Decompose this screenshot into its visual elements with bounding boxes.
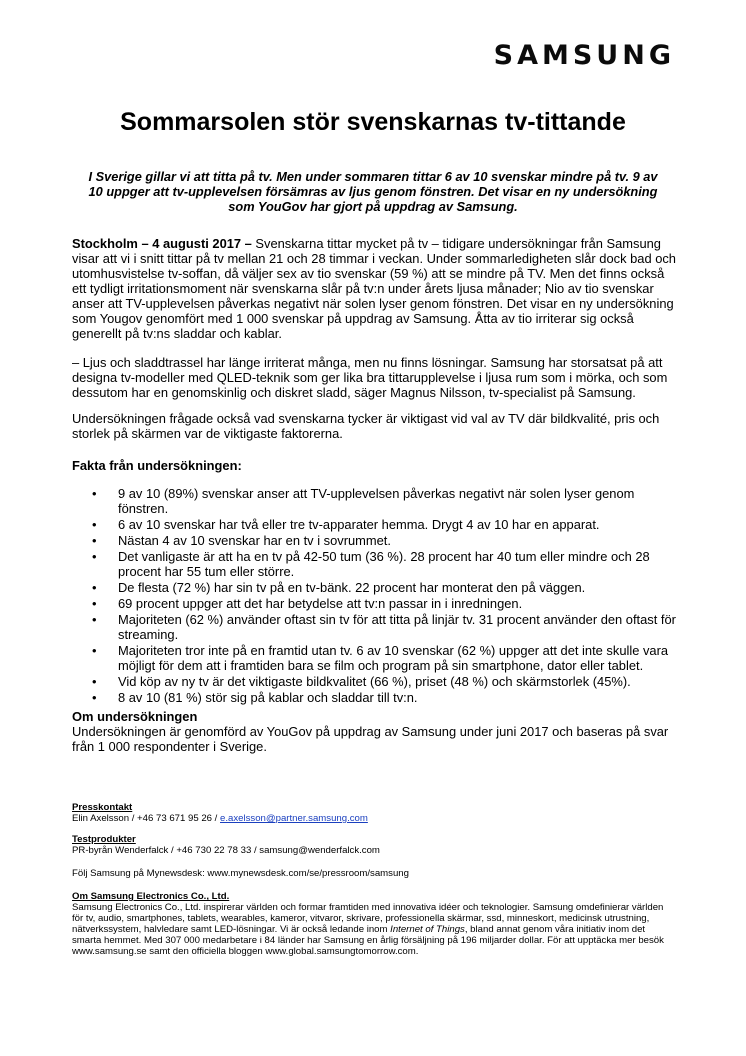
list-item: • 9 av 10 (89%) svenskar anser att TV-upplevelsen påverkas negativt när solen lyser genom fönstren. [92, 486, 635, 516]
bullet-icon: • [92, 596, 97, 611]
facts-list [72, 486, 680, 706]
intro-paragraph [72, 236, 680, 341]
page-title: Sommarsolen stör svenskarnas tv-tittande [120, 108, 626, 136]
list-item: • Nästan 4 av 10 svenskar har en tv i sovrummet. [92, 533, 391, 548]
samsung-logo: SAMSUNG [493, 40, 675, 71]
list-item: • De flesta (72 %) har sin tv på en tv-bänk. 22 procent har monterat den på väggen. [92, 580, 586, 595]
test-products-heading: Testprodukter [72, 834, 136, 845]
facts-heading: Fakta från undersökningen: [72, 458, 242, 473]
follow-line: Följ Samsung på Mynewsdesk: www.mynewsdesk.com/se/pressroom/samsung [72, 868, 409, 879]
dateline: Stockholm – 4 augusti 2017 – [72, 236, 252, 251]
bullet-icon: • [92, 517, 97, 532]
list-item: • 6 av 10 svenskar har två eller tre tv-apparater hemma. Drygt 4 av 10 har en apparat. [92, 517, 600, 532]
about-samsung-text: Samsung Electronics Co., Ltd. inspirerar världen och formar framtiden med innovativa idéer och teknologier. Samsung omdefinierar världen för tv, audio, smartphones, tablets, wearables, kameror, vitvaror, skrivare, professionella skärmar, ssd, minneskort, medicinsk utrustning, nätverkssystem, halvledare samt LED-lösningar. Vi är också ledande inom Internet of Things, bland annat genom våra initiativ inom det smarta hemmet. Med 307 000 medarbetare i 84 länder har Samsung en årlig försäljning på 196 miljarder dollar. För att upptäcka mer besök www.samsung.se samt den officiella bloggen www.global.samsungtomorrow.com. [72, 902, 664, 957]
bullet-icon: • [92, 674, 97, 689]
bullet-icon: • [92, 643, 97, 658]
press-contact-heading: Presskontakt [72, 802, 133, 813]
test-products [72, 834, 672, 856]
list-item: • Majoriteten (62 %) använder oftast sin tv för att titta på linjär tv. 31 procent använder den oftast för streaming. [92, 612, 676, 642]
bullet-icon: • [92, 533, 97, 548]
press-contact-text: Elin Axelsson / +46 73 671 95 26 / [72, 813, 221, 824]
test-products-text: PR-byrån Wenderfalck / +46 730 22 78 33 / samsung@wenderfalck.com [72, 845, 380, 856]
bullet-icon: • [92, 690, 97, 705]
bullet-icon: • [92, 549, 97, 564]
lead-paragraph: I Sverige gillar vi att titta på tv. Men under sommaren tittar 6 av 10 svenskar mindre på tv. 9 av 10 uppger att tv-upplevelsen försämras av ljus genom fönstren. Det visar en ny undersökning som YouGov har gjort på uppdrag av Samsung. [88, 169, 658, 214]
about-samsung [72, 891, 672, 957]
bullet-icon: • [92, 580, 97, 595]
press-contact [72, 802, 672, 824]
press-email-link[interactable]: e.axelsson@partner.samsung.com [220, 813, 368, 824]
intro-text: Svenskarna tittar mycket på tv – tidigare undersökningar från Samsung visar att vi i snitt tittar på tv mellan 21 och 28 timmar i veckan. Under sommarledigheten slår dock bad och utomhusvistelse tv-soffan, då väljer sex av tio svenskar (59 %) att se mindre på TV. Men det finns också ett tydligt irritationsmoment när svenskarna slår på tv:n under årets ljusa månader; Nio av tio svenskar anser att TV-upplevelsen påverkas negativt när solen lyser genom fönstren. Det visar en ny undersökning som Yougov genomfört med 1 000 svenskar på uppdrag av Samsung. Åtta av tio irriterar sig också generellt på tv:ns sladdar och kablar. [72, 236, 676, 341]
about-survey-text: Undersökningen är genomförd av YouGov på uppdrag av Samsung under juni 2017 och baseras på svar från 1 000 respondenter i Sverige. [72, 724, 669, 754]
survey-paragraph: Undersökningen frågade också vad svenskarna tycker är viktigast vid val av TV där bildkvalité, pris och storlek på skärmen var de viktigaste faktorerna. [72, 411, 660, 441]
quote-paragraph: – Ljus och sladdtrassel har länge irriterat många, men nu finns lösningar. Samsung har storsatsat på att designa tv-modeller med QLED-teknik som ger lika bra tittarupplevelse i ljusa rum som i mörka, och som dessutom har en genomskinlig och diskret sladd, säger Magnus Nilsson, tv-specialist på Samsung. [72, 355, 668, 400]
list-item: • 8 av 10 (81 %) stör sig på kablar och sladdar till tv:n. [92, 690, 418, 705]
list-item: • Det vanligaste är att ha en tv på 42-50 tum (36 %). 28 procent har 40 tum eller mindre och 28 procent har 55 tum eller större. [92, 549, 650, 579]
bullet-icon: • [92, 486, 97, 501]
about-survey-heading: Om undersökningen [72, 709, 198, 724]
list-item: • Vid köp av ny tv är det viktigaste bildkvalitet (66 %), priset (48 %) och skärmstorlek (45%). [92, 674, 631, 689]
bullet-icon: • [92, 612, 97, 627]
list-item: • 69 procent uppger att det har betydelse att tv:n passar in i inredningen. [92, 596, 523, 611]
list-item: • Majoriteten tror inte på en framtid utan tv. 6 av 10 svenskar (62 %) uppger att det inte skulle vara möjligt för dem att i framtiden bara se film och program på sin smartphone, dator eller tablet. [92, 643, 669, 673]
about-samsung-heading: Om Samsung Electronics Co., Ltd. [72, 891, 230, 902]
